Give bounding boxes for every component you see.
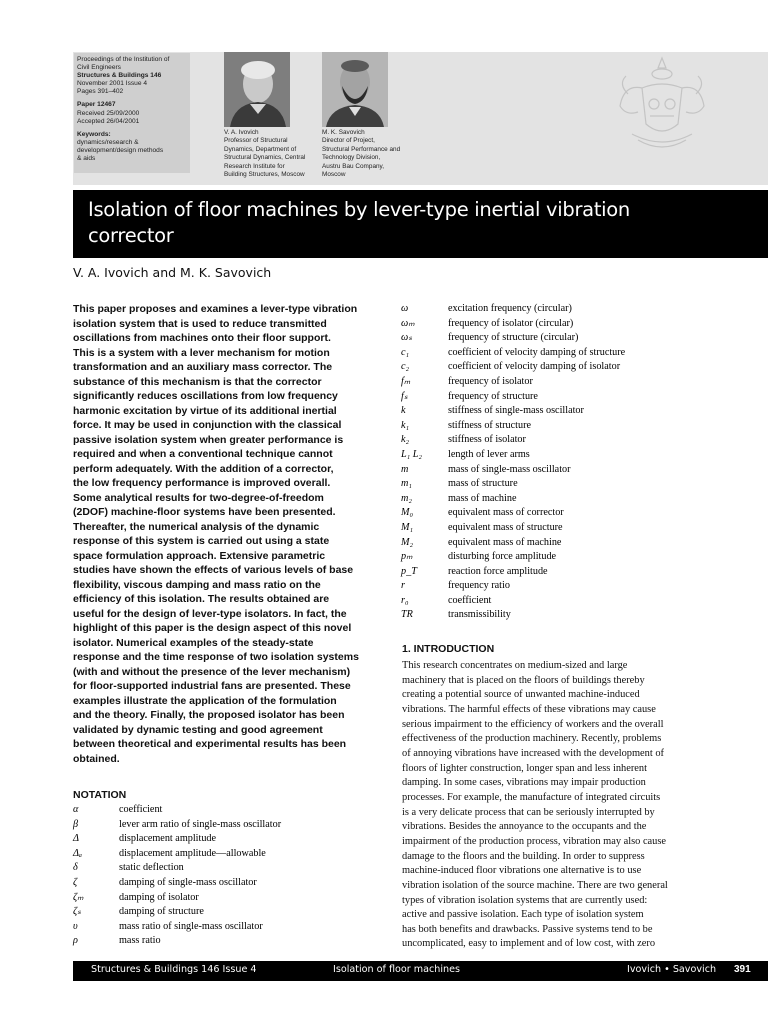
notation-definition: mass of structure: [448, 478, 518, 490]
notation-row: [401, 419, 741, 434]
proceedings-line-2: Civil Engineers: [77, 64, 121, 72]
abstract-line: highlight of this paper is the design aspect of this novel: [73, 622, 352, 634]
notation-row: [401, 317, 741, 332]
notation-symbol: p_T: [401, 565, 417, 577]
keywords-label: Keywords:: [77, 130, 111, 138]
notation-symbol: k: [401, 405, 406, 417]
notation-symbol: L₁ L₂: [401, 448, 422, 460]
notation-symbol: ζₘ: [73, 891, 84, 903]
notation-symbol: ω: [401, 303, 409, 314]
notation-symbol: M₀: [401, 507, 414, 519]
author-photo-savovich: [322, 52, 388, 127]
author-affiliation-line: Structural Performance and: [322, 145, 401, 153]
author-name: V. A. Ivovich: [224, 129, 259, 136]
notation-symbol: fₛ: [401, 390, 408, 402]
introduction-body: [402, 659, 722, 952]
notation-definition: damping of single-mass oscillator: [119, 876, 257, 888]
notation-definition: lever arm ratio of single-mass oscillator: [119, 818, 282, 830]
notation-symbol: TR: [401, 609, 413, 621]
abstract-line: flexibility, viscous damping and mass ratio on the: [73, 578, 321, 591]
abstract-line: passive isolation system when greater performance is: [73, 433, 344, 446]
notation-definition: coefficient: [448, 594, 492, 606]
introduction-line: This research concentrates on medium-sized and large: [402, 660, 628, 671]
notation-row: [73, 818, 373, 833]
notation-row: [73, 891, 373, 906]
notation-definition: length of lever arms: [448, 448, 530, 460]
notation-symbol: r₀: [401, 594, 409, 606]
notation-row: [401, 506, 741, 521]
accepted-date: Accepted 26/04/2001: [77, 117, 140, 125]
notation-row: [401, 463, 741, 478]
notation-definition: equivalent mass of structure: [448, 521, 563, 533]
notation-symbol: k₁: [401, 419, 410, 431]
abstract-line: required and when a conventional technique cannot: [73, 448, 333, 460]
introduction-line: vibration isolation of the source machine. There are two general: [402, 879, 668, 891]
notation-row: [401, 375, 741, 390]
notation-definition: frequency of isolator: [448, 375, 533, 387]
notation-symbol: ωₛ: [401, 332, 412, 344]
notation-definition: equivalent mass of machine: [448, 536, 562, 548]
notation-definition: frequency of isolator (circular): [448, 317, 574, 329]
introduction-line: of annoying vibrations have increased with the development of: [402, 747, 664, 759]
paper-number: Paper 12467: [77, 101, 116, 109]
notation-symbol: r: [401, 580, 405, 592]
abstract-line: space formulation approach. Extensive parametric: [73, 549, 326, 562]
introduction-line: impairment of the production process, vibration may also cause: [402, 835, 667, 847]
notation-row: [73, 847, 373, 862]
notation-definition: frequency ratio: [448, 580, 510, 592]
notation-definition: displacement amplitude—allowable: [119, 847, 266, 859]
notation-list-right: [401, 302, 741, 623]
notation-row: [401, 331, 741, 346]
notation-symbol: c₂: [401, 361, 410, 373]
introduction-line: is a very delicate process that can be seriously interrupted by: [402, 806, 655, 818]
abstract-line: This is a system with a lever mechanism for motion: [73, 346, 330, 359]
author-affiliation-line: Austru Bau Company,: [322, 162, 385, 170]
notation-row: [73, 832, 373, 847]
notation-definition: stiffness of isolator: [448, 434, 526, 446]
notation-definition: coefficient of velocity damping of structure: [448, 346, 626, 358]
notation-symbol: ωₘ: [401, 317, 415, 329]
notation-symbol: Δₐ: [73, 847, 82, 859]
abstract-line: obtained.: [73, 752, 120, 765]
abstract-line: harmonic excitation by virtue of its additional inertial: [73, 404, 337, 417]
abstract-line: the low frequency performance is improved overall.: [73, 477, 331, 489]
notation-definition: excitation frequency (circular): [448, 303, 572, 314]
notation-row: [401, 346, 741, 361]
author-affiliation-line: Technology Division,: [322, 154, 381, 162]
author-affiliation-line: Director of Project,: [322, 137, 375, 145]
abstract-line: transformation and an auxiliary mass corrector. The: [73, 361, 333, 373]
notation-list-left: [73, 803, 373, 949]
proceedings-line-1: Proceedings of the Institution of: [77, 56, 170, 63]
author-affiliation-line: Research Institute for: [224, 162, 285, 170]
notation-symbol: m₁: [401, 478, 412, 490]
crest-watermark-icon: [612, 54, 712, 158]
abstract-line: validated by dynamic testing and good agreement: [73, 723, 323, 736]
introduction-line: damage to the floors and the building. In order to suppress: [402, 850, 645, 862]
title-line: corrector: [88, 224, 174, 247]
introduction-line: processes. For example, the manufacture of integrated circuits: [402, 791, 661, 803]
notation-row: [73, 803, 373, 818]
journal-name: Structures & Buildings 146: [77, 72, 162, 80]
notation-row: [401, 608, 741, 623]
notation-heading: NOTATION: [73, 789, 127, 801]
introduction-line: active and passive isolation. Each type of isolation system: [402, 909, 644, 921]
abstract-line: and the theory. Finally, the proposed isolator has been: [73, 709, 345, 721]
notation-definition: static deflection: [119, 862, 184, 874]
notation-symbol: ρ: [73, 935, 78, 947]
abstract-line: studies have shown the effects of various levels of base: [73, 564, 354, 576]
paper-title: [88, 197, 738, 249]
notation-row: [401, 594, 741, 609]
introduction-line: floors of lighter construction, longer span and less inherent: [402, 762, 647, 774]
abstract-line: Thereafter, the numerical analysis of the dynamic: [73, 520, 320, 533]
notation-symbol: β: [73, 818, 79, 830]
notation-row: [401, 550, 741, 565]
notation-symbol: c₁: [401, 346, 410, 358]
abstract-line: significantly reduces oscillations from low frequency: [73, 390, 338, 402]
notation-definition: damping of isolator: [119, 891, 199, 903]
notation-row: [401, 433, 741, 448]
author-caption-ivovich: [224, 129, 322, 179]
notation-definition: mass of single-mass oscillator: [448, 463, 571, 475]
notation-symbol: m₂: [401, 492, 412, 504]
page-range: Pages 391–402: [77, 88, 124, 96]
notation-row: [401, 536, 741, 551]
abstract-line: substance of this mechanism is that the corrector: [73, 375, 322, 388]
notation-definition: disturbing force amplitude: [448, 551, 557, 563]
notation-symbol: pₘ: [401, 551, 413, 563]
abstract-line: between theoretical and experimental results has been: [73, 738, 347, 750]
abstract-line: perform adequately. With the addition of a corrector,: [73, 462, 334, 475]
abstract-line: (with and without the presence of the lever mechanism): [73, 665, 351, 678]
keyword-line: dynamics/research &: [77, 138, 139, 146]
notation-definition: stiffness of structure: [448, 419, 531, 431]
notation-row: [401, 302, 741, 317]
footer-running-title: Isolation of floor machines: [333, 964, 460, 975]
page-number: 391: [734, 964, 751, 975]
notation-row: [401, 565, 741, 580]
introduction-line: uncomplicated, easy to implement and of low cost, with zero: [402, 938, 656, 950]
author-caption-savovich: [322, 129, 420, 179]
abstract-line: efficiency of this isolation. The results obtained are: [73, 593, 330, 605]
notation-definition: mass of machine: [448, 492, 517, 504]
notation-row: [73, 934, 373, 949]
abstract: [73, 302, 387, 766]
abstract-line: isolation system that is used to reduce transmitted: [73, 317, 327, 330]
abstract-line: response of this system is carried out using a state: [73, 535, 330, 547]
notation-symbol: δ: [73, 862, 78, 874]
notation-definition: coefficient of velocity damping of isolator: [448, 361, 621, 373]
introduction-line: serious impairment to the efficiency of workers and the overall: [402, 718, 664, 730]
footer-authors: Ivovich • Savovich: [627, 964, 717, 975]
notation-symbol: Δ: [73, 833, 79, 845]
notation-row: [73, 905, 373, 920]
author-photo-ivovich: [224, 52, 290, 127]
author-affiliation-line: Moscow: [322, 171, 346, 179]
introduction-line: creating a potential source of unwanted machine-induced: [402, 689, 640, 701]
notation-definition: reaction force amplitude: [448, 565, 548, 577]
introduction-line: types of vibration isolation systems that are currently used:: [402, 894, 648, 906]
notation-row: [401, 521, 741, 536]
notation-symbol: α: [73, 804, 79, 815]
notation-row: [73, 876, 373, 891]
notation-row: [73, 861, 373, 876]
introduction-line: vibrations. The harmful effects of these vibrations may cause: [402, 703, 656, 715]
notation-definition: mass ratio of single-mass oscillator: [119, 920, 263, 932]
abstract-line: response and the time response of two isolation systems: [73, 651, 359, 663]
notation-row: [401, 390, 741, 405]
abstract-line: oscillations from machines onto their floor support.: [73, 332, 331, 344]
introduction-line: has both benefits and drawbacks. Passive systems tend to be: [402, 923, 653, 935]
abstract-line: useful for the design of lever-type isolators. In fact, the: [73, 607, 347, 620]
title-banner: [73, 190, 768, 258]
notation-symbol: υ: [73, 920, 78, 932]
notation-definition: stiffness of single-mass oscillator: [448, 405, 584, 417]
abstract-line: isolator. Numerical examples of the steady-state: [73, 636, 314, 649]
notation-row: [401, 404, 741, 419]
notation-row: [401, 492, 741, 507]
introduction-line: machinery that is placed on the floors of buildings thereby: [402, 674, 645, 686]
notation-definition: frequency of structure: [448, 390, 538, 402]
notation-definition: coefficient: [119, 804, 163, 815]
author-name: M. K. Savovich: [322, 129, 365, 136]
abstract-line: examples illustrate the application of the formulation: [73, 694, 337, 707]
notation-definition: displacement amplitude: [119, 833, 217, 845]
publication-info-box: [74, 53, 190, 173]
notation-row: [401, 448, 741, 463]
abstract-line: force. It may be used in conjunction with the classical: [73, 419, 342, 431]
page-number-box: [729, 961, 768, 981]
introduction-line: vibrations. Besides the annoyance to the occupants and the: [402, 821, 647, 833]
footer-journal: Structures & Buildings 146 Issue 4: [91, 964, 257, 975]
notation-symbol: fₘ: [401, 375, 411, 387]
title-line: Isolation of floor machines by lever-type inertial vibration: [88, 198, 630, 221]
introduction-line: machine-induced floor vibrations one alternative is to use: [402, 865, 642, 877]
notation-symbol: M₂: [401, 536, 414, 548]
notation-row: [401, 477, 741, 492]
author-affiliation-line: Structural Dynamics, Central: [224, 154, 306, 162]
author-affiliation-line: Dynamics, Department of: [224, 145, 297, 153]
abstract-line: This paper proposes and examines a lever-type vibration: [73, 303, 358, 315]
author-affiliation-line: Building Structures, Moscow: [224, 171, 305, 179]
author-affiliation-line: Professor of Structural: [224, 137, 288, 145]
page-footer: [73, 961, 768, 981]
notation-definition: equivalent mass of corrector: [448, 507, 564, 519]
notation-definition: frequency of structure (circular): [448, 332, 579, 344]
keyword-line: development/design methods: [77, 146, 164, 154]
notation-row: [73, 920, 373, 935]
notation-definition: mass ratio: [119, 935, 161, 947]
notation-definition: damping of structure: [119, 906, 204, 918]
notation-row: [401, 579, 741, 594]
notation-symbol: M₁: [401, 521, 414, 533]
notation-definition: transmissibility: [448, 609, 511, 621]
notation-symbol: ζ: [73, 876, 78, 888]
introduction-line: effectiveness of the production machinery. Recently, problems: [402, 733, 662, 745]
notation-symbol: ζₛ: [73, 906, 81, 918]
abstract-line: (2DOF) machine-floor systems have been presented.: [73, 506, 336, 518]
author-byline: V. A. Ivovich and M. K. Savovich: [73, 265, 272, 280]
notation-row: [401, 360, 741, 375]
abstract-line: for floor-supported industrial fans are presented. These: [73, 680, 351, 692]
notation-symbol: k₂: [401, 434, 410, 446]
received-date: Received 25/09/2000: [77, 109, 140, 117]
notation-symbol: m: [401, 463, 409, 475]
introduction-heading: 1. INTRODUCTION: [402, 643, 495, 655]
keyword-line: & aids: [77, 155, 96, 163]
abstract-line: Some analytical results for two-degree-of-freedom: [73, 491, 324, 504]
introduction-line: damping. In some cases, vibrations may impair production: [402, 777, 646, 789]
issue-date: November 2001 Issue 4: [77, 80, 148, 88]
